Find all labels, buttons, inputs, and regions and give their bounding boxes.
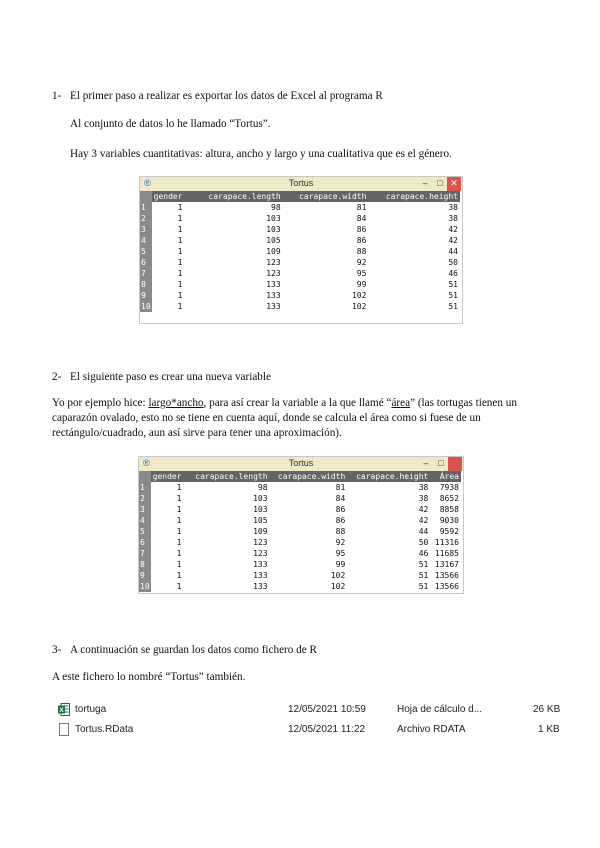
variable-area: área (391, 397, 411, 409)
table-row[interactable] (140, 268, 460, 279)
table-row[interactable] (139, 559, 461, 570)
column-header[interactable]: gender (151, 471, 187, 482)
corner-cell (140, 191, 152, 202)
data-grid (140, 191, 460, 312)
corner-cell (139, 471, 151, 482)
table-cell[interactable]: 95 (335, 549, 346, 558)
table-cell[interactable]: 1 (176, 505, 182, 514)
table-row[interactable] (140, 257, 460, 268)
row-number: 7 (139, 548, 151, 559)
table-cell[interactable]: 46 (418, 549, 429, 558)
file-row-tortus-rdata[interactable] (58, 722, 558, 738)
row-number: 8 (139, 559, 151, 570)
svg-text:X: X (59, 707, 64, 714)
step-2-heading (52, 370, 271, 385)
table-cell[interactable]: 109 (266, 247, 281, 256)
data-grid (139, 471, 461, 592)
table-row[interactable] (139, 548, 461, 559)
table-cell[interactable]: 50 (448, 258, 458, 267)
row-number: 4 (140, 235, 152, 246)
table-cell[interactable]: 102 (330, 571, 346, 580)
step-1-dataset-name: Al conjunto de datos lo he llamado “Tortus”. (70, 118, 271, 130)
table-cell[interactable]: 81 (335, 483, 346, 492)
table-cell[interactable]: 81 (356, 203, 367, 212)
table-row[interactable] (140, 290, 460, 301)
table-cell[interactable]: 42 (418, 505, 429, 514)
table-cell[interactable]: 1 (176, 560, 182, 569)
minimize-button[interactable]: – (423, 458, 429, 468)
maximize-button[interactable]: □ (437, 178, 443, 188)
table-cell[interactable]: 99 (356, 280, 367, 289)
table-cell[interactable]: 86 (335, 505, 346, 514)
step-1-number: 1- (52, 90, 62, 102)
table-cell[interactable]: 8858 (439, 505, 459, 514)
row-number: 6 (140, 257, 152, 268)
explanation-part: , para así crear la variable a la que llamé “ (203, 397, 392, 409)
r-data-viewer-window-2 (138, 456, 464, 594)
table-row[interactable] (139, 526, 461, 537)
table-row[interactable] (139, 493, 461, 504)
table-row[interactable] (140, 235, 460, 246)
table-cell[interactable]: 1 (177, 291, 183, 300)
table-cell[interactable]: 99 (335, 560, 346, 569)
table-cell[interactable]: 1 (177, 236, 183, 245)
table-cell[interactable]: 51 (448, 280, 458, 289)
step-1-text: El primer paso a realizar es exportar los datos de Excel al programa R (70, 90, 383, 102)
table-row[interactable] (140, 301, 460, 312)
table-cell[interactable]: 50 (418, 538, 429, 547)
row-number: 3 (140, 224, 152, 235)
table-cell[interactable]: 86 (356, 225, 367, 234)
table-cell[interactable]: 51 (418, 582, 429, 591)
table-cell[interactable]: 51 (418, 560, 429, 569)
table-cell[interactable]: 1 (176, 549, 182, 558)
table-cell[interactable]: 38 (418, 494, 429, 503)
table-cell[interactable]: 11685 (434, 549, 459, 558)
table-row[interactable] (139, 482, 461, 493)
file-type: Archivo RDATA (397, 724, 466, 735)
table-cell[interactable]: 38 (448, 203, 458, 212)
table-cell[interactable]: 51 (418, 571, 429, 580)
table-cell[interactable]: 1 (176, 571, 182, 580)
maximize-button[interactable]: □ (438, 458, 444, 468)
table-cell[interactable]: 1 (176, 582, 182, 591)
file-date: 12/05/2021 10:59 (288, 704, 366, 715)
row-number: 4 (139, 515, 151, 526)
row-number: 5 (140, 246, 152, 257)
table-cell[interactable]: 133 (266, 291, 281, 300)
row-number: 10 (141, 302, 151, 311)
table-cell[interactable]: 105 (253, 516, 268, 525)
r-app-icon: ® (144, 178, 151, 188)
row-number: 2 (140, 213, 152, 224)
row-number: 7 (140, 268, 152, 279)
row-number: 9 (140, 290, 152, 301)
file-name: tortuga (75, 704, 107, 715)
step-2-explanation (52, 396, 552, 441)
table-cell[interactable]: 102 (330, 582, 346, 591)
formula-largo-ancho: largo*ancho (148, 397, 204, 409)
row-number: 6 (139, 537, 151, 548)
table-cell[interactable]: 11316 (434, 538, 459, 547)
step-3-file-name: A este fichero lo nombré “Tortus” también. (52, 671, 246, 683)
r-app-icon: ® (143, 458, 150, 468)
table-cell[interactable]: 133 (253, 571, 268, 580)
table-cell[interactable]: 95 (356, 269, 367, 278)
table-cell[interactable]: 88 (356, 247, 367, 256)
table-cell[interactable]: 103 (266, 214, 281, 223)
column-header[interactable]: gender (152, 191, 192, 202)
table-cell[interactable]: 123 (266, 269, 281, 278)
table-cell[interactable]: 88 (335, 527, 346, 536)
window-title: Tortus (288, 458, 314, 468)
table-cell[interactable]: 105 (266, 236, 281, 245)
table-cell[interactable]: 98 (257, 483, 268, 492)
column-header[interactable]: carapace.width (270, 471, 348, 482)
table-cell[interactable]: 44 (418, 527, 429, 536)
row-number: 2 (139, 493, 151, 504)
table-cell[interactable]: 86 (335, 516, 346, 525)
row-number: 1 (139, 482, 151, 493)
column-header[interactable]: Área (430, 471, 461, 482)
table-cell[interactable]: 1 (176, 494, 182, 503)
minimize-button[interactable]: – (422, 178, 428, 188)
table-cell[interactable]: 7938 (439, 483, 459, 492)
column-header[interactable]: carapace.width (283, 191, 369, 202)
table-row[interactable] (140, 279, 460, 290)
table-cell[interactable]: 1 (177, 269, 183, 278)
file-size: 1 KB (538, 724, 560, 735)
row-number: 5 (139, 526, 151, 537)
file-row-tortuga[interactable] (58, 702, 561, 718)
table-cell[interactable]: 92 (335, 538, 346, 547)
table-cell[interactable]: 13167 (434, 560, 459, 569)
file-icon (59, 723, 69, 736)
table-cell[interactable]: 133 (253, 560, 268, 569)
table-cell[interactable]: 103 (253, 494, 268, 503)
table-cell[interactable]: 9030 (439, 516, 459, 525)
file-size: 26 KB (533, 704, 561, 715)
table-cell[interactable]: 1 (177, 258, 183, 267)
file-name: Tortus.RData (75, 724, 134, 735)
table-row[interactable] (140, 202, 460, 213)
table-cell[interactable]: 102 (351, 291, 367, 300)
table-cell[interactable]: 84 (335, 494, 346, 503)
table-cell[interactable]: 8652 (439, 494, 459, 503)
table-cell[interactable]: 102 (351, 302, 367, 311)
table-cell[interactable]: 1 (177, 225, 183, 234)
table-cell[interactable]: 1 (177, 203, 183, 212)
explanation-part: Yo por ejemplo hice: (52, 397, 149, 409)
row-number: 3 (139, 504, 151, 515)
table-cell[interactable]: 98 (271, 203, 281, 212)
table-cell[interactable]: 44 (448, 247, 458, 256)
table-cell[interactable]: 103 (253, 505, 268, 514)
table-cell[interactable]: 123 (253, 549, 268, 558)
column-header[interactable]: carapace.length (191, 191, 283, 202)
window-title: Tortus (288, 178, 314, 188)
table-cell[interactable]: 1 (177, 302, 183, 311)
step-2-text: El siguiente paso es crear una nueva variable (70, 371, 271, 383)
file-type: Hoja de cálculo d... (397, 704, 483, 715)
table-row[interactable] (139, 537, 461, 548)
table-cell[interactable]: 133 (266, 302, 281, 311)
step-1-heading (52, 89, 383, 104)
file-date: 12/05/2021 11:22 (288, 724, 366, 735)
table-row[interactable] (140, 224, 460, 235)
row-number: 1 (140, 202, 152, 213)
step-3-number: 3- (52, 644, 62, 656)
table-cell[interactable]: 92 (356, 258, 367, 267)
table-row[interactable] (139, 570, 461, 581)
table-cell[interactable]: 1 (177, 214, 183, 223)
table-cell[interactable]: 1 (176, 527, 182, 536)
window-title-bar[interactable] (139, 457, 463, 471)
row-number: 10 (140, 582, 150, 591)
table-cell[interactable]: 86 (356, 236, 367, 245)
table-row[interactable] (139, 504, 461, 515)
table-cell[interactable]: 133 (253, 582, 268, 591)
step-2-number: 2- (52, 371, 62, 383)
table-cell[interactable]: 42 (448, 236, 458, 245)
table-cell[interactable]: 1 (177, 280, 183, 289)
table-cell[interactable]: 123 (253, 538, 268, 547)
table-cell[interactable]: 38 (418, 483, 429, 492)
table-cell[interactable]: 42 (448, 225, 458, 234)
table-row[interactable] (140, 213, 460, 224)
step-1-variables: Hay 3 variables cuantitativas: altura, ancho y largo y una cualitativa que es el género. (70, 148, 452, 160)
table-cell[interactable]: 42 (418, 516, 429, 525)
table-row[interactable] (139, 515, 461, 526)
column-header[interactable]: carapace.length (186, 471, 269, 482)
table-cell[interactable]: 1 (176, 538, 182, 547)
close-button[interactable] (448, 457, 462, 471)
table-cell[interactable]: 9592 (439, 527, 459, 536)
table-cell[interactable]: 103 (266, 225, 281, 234)
window-title-bar[interactable] (140, 177, 462, 191)
table-row[interactable] (140, 246, 460, 257)
excel-icon (58, 703, 70, 716)
table-cell[interactable]: 13566 (434, 582, 459, 591)
r-data-viewer-window-1 (139, 176, 463, 324)
step-3-text: A continuación se guardan los datos como fichero de R (70, 644, 317, 656)
table-cell[interactable]: 109 (253, 527, 268, 536)
table-cell[interactable]: 123 (266, 258, 281, 267)
explanation-part: ” (las tortugas tienen un caparazón ovalado, esto no se tiene en cuenta aquí, donde se calcula el área como si fuese de un rectángulo/cuadrado, aun así sirve para tener una aproximación). (52, 397, 517, 439)
column-header[interactable]: carapace.height (347, 471, 430, 482)
close-button[interactable]: ✕ (447, 177, 461, 191)
table-cell[interactable]: 1 (176, 483, 182, 492)
table-cell[interactable]: 51 (448, 302, 458, 311)
table-cell[interactable]: 13566 (434, 571, 459, 580)
table-cell[interactable]: 1 (176, 516, 182, 525)
table-cell[interactable]: 133 (266, 280, 281, 289)
table-cell[interactable]: 46 (448, 269, 458, 278)
table-row[interactable] (139, 581, 461, 592)
step-3-heading (52, 643, 317, 658)
table-cell[interactable]: 1 (177, 247, 183, 256)
row-number: 9 (139, 570, 151, 581)
table-cell[interactable]: 84 (356, 214, 367, 223)
row-number: 8 (140, 279, 152, 290)
column-header[interactable]: carapace.height (368, 191, 460, 202)
table-cell[interactable]: 38 (448, 214, 458, 223)
table-cell[interactable]: 51 (448, 291, 458, 300)
